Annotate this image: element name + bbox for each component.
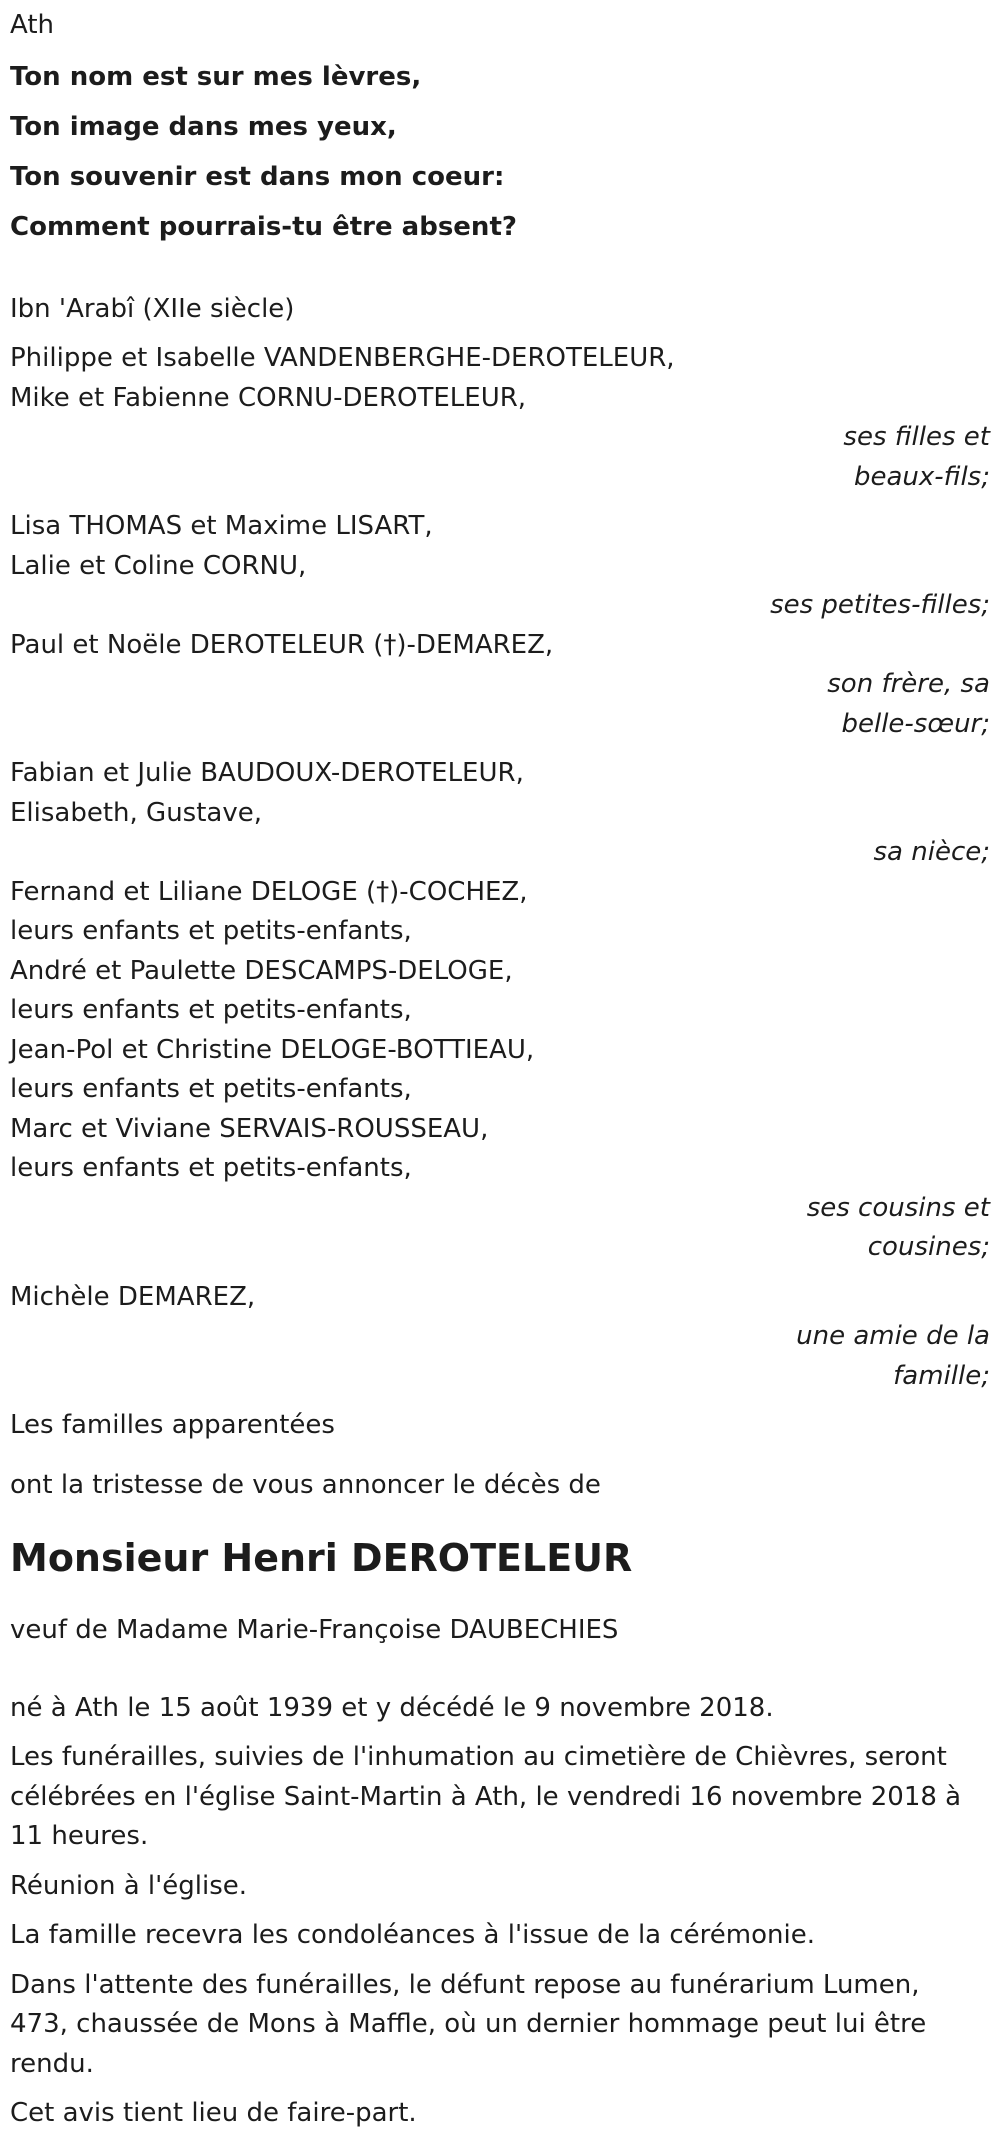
family-name: leurs enfants et petits-enfants,: [10, 1074, 412, 1104]
family-name: leurs enfants et petits-enfants,: [10, 1153, 412, 1183]
poem-line: Ton image dans mes yeux,: [10, 111, 397, 142]
group-cousins: [10, 873, 1000, 1268]
funeral-details: Les funérailles, suivies de l'inhumation au cimetière de Chièvres, seront célébrées en l'église Saint-Martin à Ath, le vendredi 16 novembre 2018 à 11 heures.: [10, 1742, 962, 1851]
meeting-point: Réunion à l'église.: [10, 1870, 248, 1901]
family-name: Mike et Fabienne CORNU-DEROTELEUR,: [10, 382, 527, 413]
relation: [10, 458, 990, 498]
family-name: leurs enfants et petits-enfants,: [10, 916, 412, 946]
poem: [10, 52, 1000, 252]
widower-line: veuf de Madame Marie-Françoise DAUBECHIES: [10, 1615, 619, 1645]
relation: [10, 1357, 990, 1397]
poem-line: Ton souvenir est dans mon coeur:: [10, 161, 505, 192]
deceased-name: Monsieur Henri DEROTELEUR: [10, 1536, 633, 1580]
relation-line: beaux-fils;: [853, 461, 990, 492]
relation: [10, 418, 990, 458]
poem-author: Ibn 'Arabî (XIIe siècle): [10, 293, 295, 324]
group-granddaughters: [10, 507, 1000, 626]
relation: [10, 1189, 990, 1229]
family-name: Paul et Noële DEROTELEUR (†)-DEMAREZ,: [10, 629, 554, 660]
relation: [10, 586, 990, 626]
relation: [10, 665, 990, 705]
relation-line: son frère, sa: [827, 669, 990, 699]
relation: [10, 1317, 990, 1357]
family-name: Michèle DEMAREZ,: [10, 1281, 256, 1312]
group-daughters: [10, 339, 1000, 497]
family-name: Lisa THOMAS et Maxime LISART,: [10, 511, 433, 541]
city: Ath: [10, 10, 55, 40]
family-name: Philippe et Isabelle VANDENBERGHE-DEROTELEUR,: [10, 343, 675, 373]
family-name: Fabian et Julie BAUDOUX-DEROTELEUR,: [10, 758, 524, 788]
group-niece: [10, 754, 1000, 873]
family-name: André et Paulette DESCAMPS-DELOGE,: [10, 955, 513, 986]
closing-note: Cet avis tient lieu de faire-part.: [10, 2098, 417, 2128]
relation-line: belle-sœur;: [841, 708, 990, 739]
relation-line: cousines;: [867, 1232, 990, 1262]
relation: [10, 833, 990, 873]
relation-line: ses filles et: [843, 422, 990, 452]
obituary-notice: [0, 6, 1000, 2134]
family-name: Elisabeth, Gustave,: [10, 797, 263, 828]
relation: [10, 705, 990, 745]
group-friend: [10, 1278, 1000, 1397]
group-sibling: [10, 626, 1000, 745]
announcement: ont la tristesse de vous annoncer le décès de: [10, 1469, 601, 1500]
relation-line: ses petites-filles;: [770, 590, 990, 620]
relation-line: famille;: [893, 1360, 990, 1391]
condolences: La famille recevra les condoléances à l'issue de la cérémonie.: [10, 1920, 815, 1950]
family-name: Jean-Pol et Christine DELOGE-BOTTIEAU,: [10, 1034, 535, 1065]
relation-line: ses cousins et: [806, 1192, 990, 1223]
relation: [10, 1228, 990, 1268]
family-name: Fernand et Liliane DELOGE (†)-COCHEZ,: [10, 876, 528, 907]
poem-line: Comment pourrais-tu être absent?: [10, 211, 517, 242]
relation-line: sa nièce;: [873, 837, 990, 867]
family-name: leurs enfants et petits-enfants,: [10, 995, 412, 1025]
birth-death-line: né à Ath le 15 août 1939 et y décédé le 9 novembre 2018.: [10, 1692, 774, 1723]
funeral-home: Dans l'attente des funérailles, le défunt repose au funérarium Lumen, 473, chaussée de Mons à Maffle, où un dernier hommage peut lui être rendu.: [10, 1969, 927, 2079]
poem-line: Ton nom est sur mes lèvres,: [10, 61, 422, 92]
family-name: Marc et Viviane SERVAIS-ROUSSEAU,: [10, 1113, 489, 1144]
family-name: Lalie et Coline CORNU,: [10, 550, 307, 581]
related-families: Les familles apparentées: [10, 1410, 335, 1440]
relation-line: une amie de la: [796, 1321, 990, 1351]
